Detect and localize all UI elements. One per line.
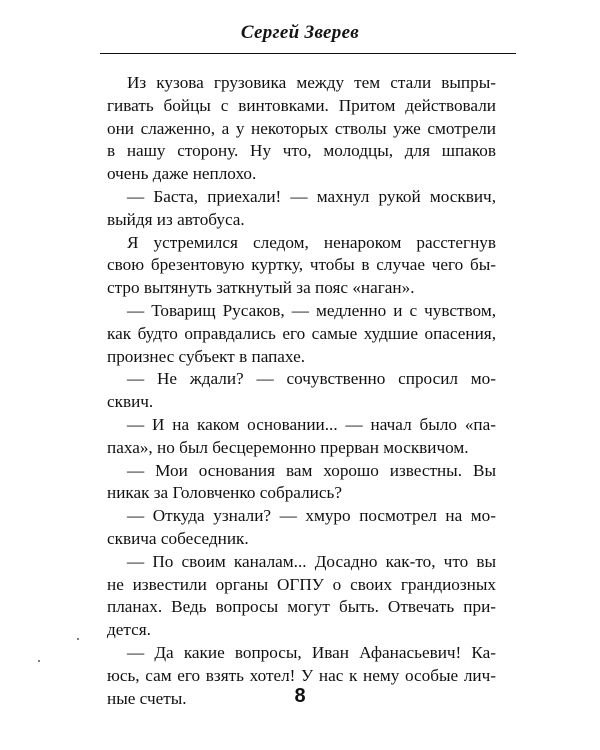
page-number: 8	[294, 685, 306, 707]
text-line: юсь, сам его взять хотел! У нас к нему особые лич-	[107, 665, 496, 685]
text-line: — Не ждали? — сочувственно спросил мо-	[127, 369, 496, 389]
body-text	[107, 72, 496, 710]
text-line: не известили органы ОГПУ о своих грандиозных	[107, 574, 496, 594]
text-line: — Откуда узнали? — хмуро посмотрел на мо-	[127, 506, 496, 526]
text-line: — Баста, приехали! — махнул рукой москвич,	[127, 186, 496, 206]
text-line: произнес субъект в папахе.	[107, 346, 306, 366]
text-line: они слаженно, а у некоторых стволы уже смотрели	[107, 118, 496, 138]
text-line: свою брезентовую куртку, чтобы в случае чего бы-	[107, 255, 496, 275]
text-line: Я устремился следом, ненароком расстегнув	[127, 232, 496, 252]
text-line: выйдя из автобуса.	[107, 209, 245, 229]
text-line: — И на каком основании... — начал было «па-	[127, 414, 496, 434]
running-header: Сергей Зверев	[240, 22, 360, 43]
text-line: гивать бойцы с винтовками. Притом действовали	[107, 95, 496, 115]
text-line: — По своим каналам... Досадно как-то, что вы	[127, 551, 496, 571]
header-rule	[100, 53, 516, 54]
text-line: — Мои основания вам хорошо известны. Вы	[127, 460, 496, 480]
text-line: — Товарищ Русаков, — медленно и с чувством,	[127, 300, 496, 320]
text-line: как будто оправдались его самые худшие опасения,	[107, 323, 496, 343]
scan-speck	[77, 638, 79, 640]
text-line: сквич.	[107, 392, 154, 412]
text-line: планах. Ведь вопросы могут быть. Отвечать при-	[107, 597, 496, 617]
text-line: очень даже неплохо.	[107, 164, 257, 184]
text-line: Из кузова грузовика между тем стали выпры-	[127, 73, 496, 92]
text-line: никак за Головченко собрались?	[107, 483, 342, 503]
text-line: ные счеты.	[107, 688, 187, 708]
text-line: сквича собеседник.	[107, 528, 249, 548]
text-line: — Да какие вопросы, Иван Афанасьевич! Ка-	[127, 642, 496, 662]
text-line: паха», но был бесцеремонно прерван москвичом.	[107, 437, 469, 457]
scan-speck	[38, 660, 40, 662]
text-line: дется.	[107, 620, 151, 640]
text-line: в нашу сторону. Ну что, молодцы, для шпаков	[107, 141, 496, 161]
text-line: стро вытянуть заткнутый за пояс «наган».	[107, 278, 415, 298]
